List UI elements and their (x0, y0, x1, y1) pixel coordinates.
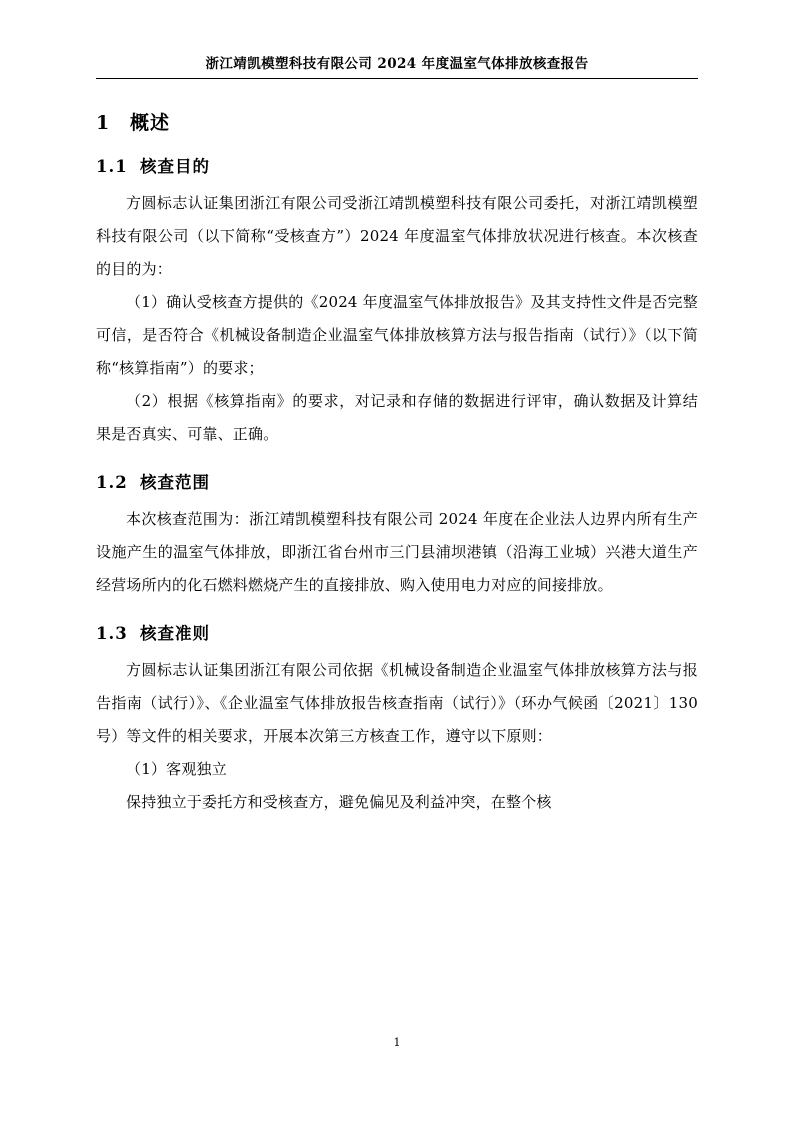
subsection-heading-1-3 (96, 620, 698, 644)
subsection-number: 1.3 (96, 624, 128, 643)
subsection-heading-1-1 (96, 153, 698, 177)
document-body (96, 96, 698, 819)
subsection-title: 核查目的 (140, 157, 210, 176)
subsection-title: 核查准则 (140, 624, 210, 643)
section-heading-1 (96, 108, 698, 135)
paragraph: 方圆标志认证集团浙江有限公司依据《机械设备制造企业温室气体排放核算方法与报告指南（试行）》、《企业温室气体排放报告核查指南（试行）》（环办气候函〔2021〕130 号）等文件的相关要求，开展本次第三方核查工作，遵守以下原则： (96, 661, 698, 745)
subsection-title: 核查范围 (140, 473, 210, 492)
subsection-number: 1.1 (96, 157, 128, 176)
paragraph: 本次核查范围为：浙江靖凯模塑科技有限公司 2024 年度在企业法人边界内所有生产设施产生的温室气体排放，即浙江省台州市三门县浦坝港镇（沿海工业城）兴港大道生产经营场所内的化石燃料燃烧产生的直接排放、购入使用电力对应的间接排放。 (96, 510, 698, 594)
subsection-heading-1-2 (96, 469, 698, 493)
section-number: 1 (96, 112, 111, 134)
header-divider (96, 78, 698, 79)
running-header: 浙江靖凯模塑科技有限公司 2024 年度温室气体排放核查报告 (205, 56, 589, 72)
paragraph: 保持独立于委托方和受核查方，避免偏见及利益冲突，在整个核 (126, 793, 552, 811)
subsection-number: 1.2 (96, 473, 128, 492)
section-title: 概述 (130, 112, 171, 134)
paragraph: （1）客观独立 (126, 760, 227, 778)
paragraph: 方圆标志认证集团浙江有限公司受浙江靖凯模塑科技有限公司委托，对浙江靖凯模塑科技有限公司（以下简称“受核查方”）2024 年度温室气体排放状况进行核查。本次核查的目的为： (96, 194, 698, 278)
paragraph: （2）根据《核算指南》的要求，对记录和存储的数据进行评审，确认数据及计算结果是否真实、可靠、正确。 (96, 392, 698, 443)
paragraph: （1）确认受核查方提供的《2024 年度温室气体排放报告》及其支持性文件是否完整可信，是否符合《机械设备制造企业温室气体排放核算方法与报告指南（试行）》（以下简称“核算指南”）的要求； (96, 293, 698, 377)
page-number: 1 (393, 1036, 401, 1049)
